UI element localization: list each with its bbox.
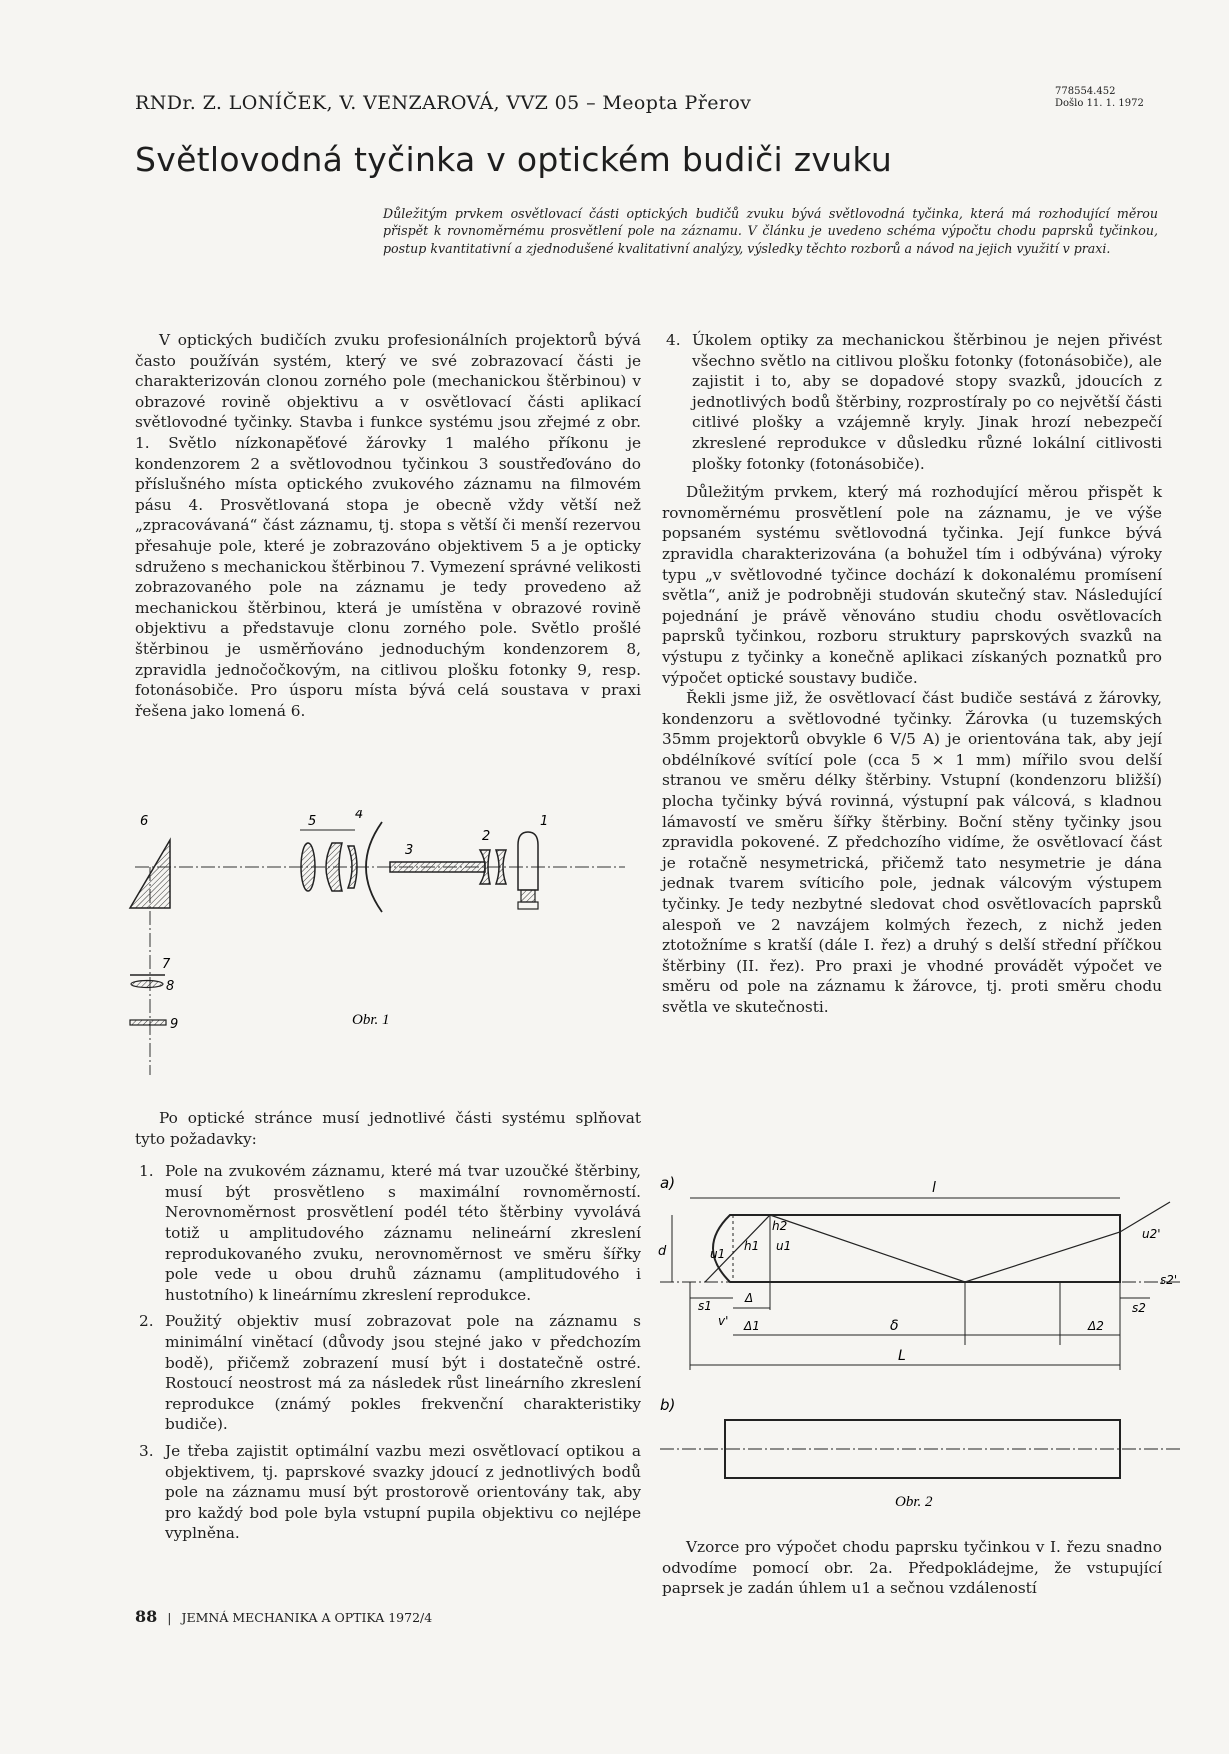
label-7: 7 <box>162 957 171 972</box>
requirements-list-cont <box>662 330 1162 474</box>
list-item: 3. Je třeba zajistit optimální vazbu mezi osvětlovací optikou a objektivem, tj. paprskové svazky jdoucí z jednotlivých bodů pole na záznamu musí být prostorově orientovány tak, aby pro každý bod pole byla vstupní pupila objektivu co nejlépe vyplněna. <box>139 1441 641 1543</box>
article-title: Světlovodná tyčinka v optickém budiči zvuku <box>135 140 893 179</box>
figure-2a-label: a) <box>660 1174 676 1192</box>
label-9: 9 <box>170 1017 179 1032</box>
bulb-socket <box>518 902 538 909</box>
label-3: 3 <box>405 843 414 858</box>
paragraph: Řekli jsme již, že osvětlovací část budiče sestává z žárovky, kondenzoru a světlovodné tyčinky. Žárovka (u tuzemských 35mm projektorů obvykle 6 V/5 A) je orientována tak, aby její obdélníkové svítící pole (cca 5 × 1 mm) mířilo svou delší stranou ve směru délky štěrbiny. Vstupní (kondenzoru bližší) plocha tyčinky bývá rovinná, výstupní pak válcová, s kladnou lámavostí ve směru šířky štěrbiny. Boční stěny tyčinky jsou zpravidla pokovené. Z předchozího vidíme, že osvětlovací část je rotačně nesymetrická, přičemž tato nesymetrie je dána jednak tvarem svíticího pole, jednak válcovým výstupem tyčinky. Je tedy nezbytné sledovat chod osvětlovacích paprsků alespoň ve 2 navzájem kolmých řezech, z nichž jeden ztotožníme s kratší (dále I. řez) a druhý s delší střední příčkou štěrbiny (II. řez). Pro praxi je vhodné provádět výpočet ve směru od pole na záznamu k žárovce, tj. proti směru chodu světla ve skutečnosti. <box>662 689 1162 1016</box>
right-column-bottom <box>662 1537 1162 1599</box>
label-u1: u1 <box>710 1247 726 1261</box>
list-item: 1. Pole na zvukovém záznamu, které má tvar uzoučké štěrbiny, musí být prosvětleno s maximální rovnoměrností. Nerovnoměrnost prosvětlení podél této štěrbiny vyvolává totiž u amplitudového záznamu nelineární zkreslení reprodukovaného zvuku, nerovnoměrnost ve směru šířky pole vede u obou druhů záznamu (amplitudového i hustotního) k lineárnímu zkreslení reprodukce. <box>139 1162 641 1304</box>
label-h1: h1 <box>744 1239 760 1253</box>
label-L: L <box>898 1348 906 1364</box>
list-item: 4. Úkolem optiky za mechanickou štěrbinou je nejen přivést všechno světlo na citlivou plošku fotonky (fotonásobiče), ale zajistit i to, aby se dopadové stopy svazků, jdoucích z jednotlivých bodů štěrbiny, rozprostíraly po co největší části citlivé plošky a vzájemně kryly. Jinak hrozí nebezpečí zkreslené reprodukce v důsledku různé lokální citlivosti plošky fotonky (fotonásobiče). <box>666 331 1162 473</box>
journal-name: JEMNÁ MECHANIKA A OPTIKA 1972/4 <box>181 1610 433 1625</box>
label-5: 5 <box>308 814 317 829</box>
right-column <box>662 330 1162 1018</box>
lens-5c <box>348 846 357 888</box>
page-footer: 88 | JEMNÁ MECHANIKA A OPTIKA 1972/4 <box>135 1607 433 1626</box>
label-delta2: Δ2 <box>1088 1319 1104 1333</box>
paragraph: Vzorce pro výpočet chodu paprsku tyčinkou v I. řezu snadno odvodíme pomocí obr. 2a. Předpokládejme, že vstupující paprsek je zadán úhlem u1 a sečnou vzdáleností <box>662 1538 1162 1598</box>
page-number: 88 <box>135 1607 158 1626</box>
bulb-1 <box>518 832 538 890</box>
lens-5a <box>301 843 315 891</box>
label-s1: s1 <box>698 1299 712 1313</box>
label-delta: Δ <box>745 1291 754 1305</box>
label-u1b: u1 <box>776 1239 792 1253</box>
condenser-8 <box>131 981 163 988</box>
photocell-9 <box>130 1020 166 1025</box>
figure-1-caption: Obr. 1 <box>352 1012 390 1028</box>
paragraph: Důležitým prvkem, který má rozhodující měrou přispět k rovnoměrnému prosvětlení pole na záznamu, je ve výše popsaném systému světlovodná tyčinka. Její funkce bývá zpravidla charakterizována (a bohužel tím i odbývána) výroky typu „v světlovodné tyčince dochází k dokonalému promísení světla“, aniž je podrobněji studován skutečný stav. Následující pojednání je právě věnováno studiu chodu osvětlovacích paprsků tyčinkou, rozboru struktury paprskových svazků na výstupu z tyčinky a konečně aplikaci získaných poznatků pro výpočet optické soustavy budiče. <box>662 483 1162 687</box>
figure-2-caption: Obr. 2 <box>895 1494 933 1510</box>
label-sigma: δ <box>890 1318 899 1334</box>
lens-5b <box>326 843 342 891</box>
rod-3 <box>390 862 485 872</box>
header-code: 778554.452 <box>1055 86 1116 97</box>
figure-2b-label: b) <box>660 1396 676 1414</box>
label-4: 4 <box>355 810 364 822</box>
label-d: d <box>658 1244 667 1259</box>
header-meta <box>1055 86 1175 110</box>
left-column-bottom <box>135 1108 641 1550</box>
paragraph: V optických budičích zvuku profesionálních projektorů bývá často používán systém, který ve své zobrazovací části je charakterizován clonou zorného pole (mechanickou štěrbinou) v obrazové rovině objektivu a v osvětlovací části aplikací světlovodné tyčinky. Stavba i funkce systému jsou zřejmé z obr. 1. Světlo nízkonapěťové žárovky 1 malého příkonu je kondenzorem 2 a světlovodnou tyčinkou 3 soustřeďováno do příslušného místa optického zvukového záznamu na filmovém pásu 4. Prosvětlovaná stopa je obecně vždy větší než „zpracovávaná“ část záznamu, tj. stopa s větší či menší rezervou přesahuje pole, které je zobrazováno objektivem 5 a je opticky sdruženo s mechanickou štěrbinou 7. Vymezení správné velikosti zobrazovaného pole na záznamu je tedy provedeno až mechanickou štěrbinou, která je umístěna v obrazové rovině objektivu a představuje clonu zorného pole. Světlo prošlé štěrbinou je usměrňováno jednoduchým kondenzorem 8, zpravidla jednočočkovým, na citlivou plošku fotonky 9, resp. fotonásobiče. Pro úsporu místa bývá celá soustava v praxi řešena jako lomená 6. <box>135 331 641 720</box>
abstract: Důležitým prvkem osvětlovací části optických budičů zvuku bývá světlovodná tyčinka, která má rozhodující měrou přispět k rovnoměrnému prosvětlení pole na záznamu. V článku je uvedeno schéma výpočtu chodu paprsků tyčinkou, postup kvantitativní a zjednodušené kvalitativní analýzy, výsledky těchto rozborů a návod na jejich využití v praxi. <box>383 206 1158 256</box>
label-s2p: s2' <box>1160 1273 1178 1287</box>
label-l: l <box>932 1180 936 1196</box>
label-delta1: Δ1 <box>744 1319 760 1333</box>
prism-6 <box>130 840 170 908</box>
label-h2: h2 <box>772 1219 788 1233</box>
requirements-list <box>135 1161 641 1544</box>
list-item: 2. Použitý objektiv musí zobrazovat pole na záznamu s minimální vinětací (důvody jsou stejné jako v předchozím bodě), přičemž zobrazení musí být i dostatečně ostré. Rostoucí neostrost má za následek růst lineárního zkreslení reprodukce (známý pokles frekvenční charakteristiky budiče). <box>139 1312 641 1434</box>
label-2: 2 <box>482 829 491 844</box>
label-vp: v' <box>718 1314 729 1328</box>
label-u2p: u2' <box>1142 1227 1161 1241</box>
header-authors: RNDr. Z. LONÍČEK, V. VENZAROVÁ, VVZ 05 – Meopta Přerov <box>135 92 752 114</box>
header-received: Došlo 11. 1. 1972 <box>1055 98 1144 109</box>
label-1: 1 <box>540 814 549 829</box>
figure-2 <box>650 1170 1190 1520</box>
left-column-top <box>135 330 641 721</box>
label-s2: s2 <box>1132 1301 1146 1315</box>
figure-1 <box>120 810 650 1080</box>
bulb-base <box>521 890 535 902</box>
paragraph: Po optické stránce musí jednotlivé části systému splňovat tyto požadavky: <box>135 1109 641 1148</box>
label-6: 6 <box>140 814 149 829</box>
label-8: 8 <box>166 979 175 994</box>
